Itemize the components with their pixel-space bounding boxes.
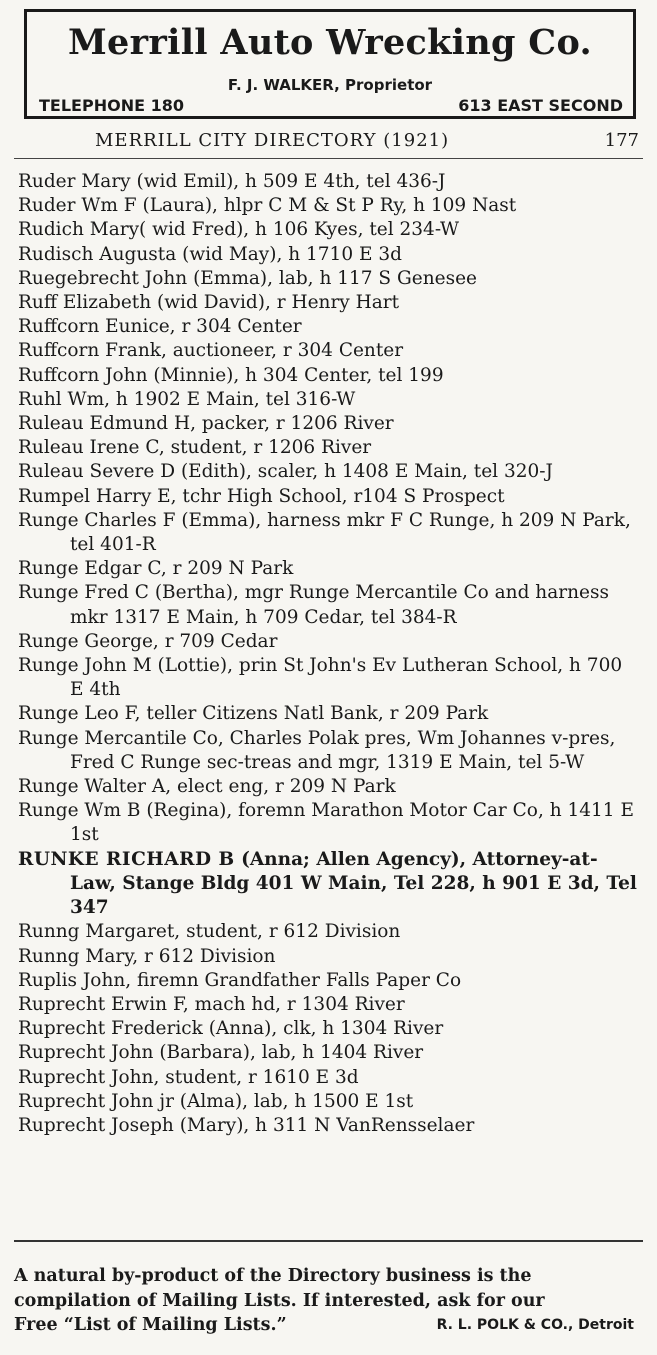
- directory-entry: Runge Mercantile Co, Charles Polak pres, Wm Johannes v-pres, Fred C Runge sec-treas and mgr, 1319 E Main, tel 5-W: [18, 727, 616, 773]
- directory-entry: Rudich Mary( wid Fred), h 106 Kyes, tel 234-W: [18, 219, 460, 241]
- footer-line-2: compilation of Mailing Lists. If interested, ask for our: [14, 1290, 545, 1311]
- featured-entry-name: RUNKE RICHARD B: [18, 848, 235, 870]
- page-number: 177: [604, 130, 639, 151]
- ad-proprietor: F. J. WALKER, Proprietor: [227, 76, 433, 94]
- directory-entry: Ruder Mary (wid Emil), h 509 E 4th, tel 436-J: [18, 171, 446, 192]
- footer-divider: [14, 1240, 643, 1242]
- directory-entry: Ruffcorn Frank, auctioneer, r 304 Center: [18, 340, 404, 362]
- directory-entry: Runge John M (Lottie), prin St John's Ev Lutheran School, h 700 E 4th: [18, 655, 623, 701]
- directory-entry: Runng Margaret, student, r 612 Division: [18, 921, 401, 943]
- directory-entry: Ruffcorn Eunice, r 304 Center: [18, 316, 302, 338]
- footer-line-3: [14, 1313, 634, 1338]
- directory-entry: Rudisch Augusta (wid May), h 1710 E 3d: [18, 243, 402, 265]
- directory-entries: [18, 170, 640, 1138]
- directory-entry: Ruprecht John, student, r 1610 E 3d: [18, 1066, 359, 1088]
- featured-entry-details: (Anna; Allen Agency), Attorney-at-Law, Stange Bldg 401 W Main, Tel 228, h 901 E 3d, Tel 347: [70, 848, 637, 919]
- header-divider: [14, 158, 643, 159]
- directory-entry: Runge Charles F (Emma), harness mkr F C Runge, h 209 N Park, tel 401-R: [18, 509, 631, 556]
- directory-entry: Ruff Elizabeth (wid David), r Henry Hart: [18, 292, 400, 314]
- directory-entry: Runge Fred C (Bertha), mgr Runge Mercantile Co and harness mkr 1317 E Main, h 709 Cedar, tel 384-R: [18, 582, 609, 628]
- directory-entry: Ruffcorn John (Minnie), h 304 Center, tel 199: [18, 364, 444, 386]
- directory-entry: Runge Edgar C, r 209 N Park: [18, 558, 294, 580]
- directory-entry: Ruhl Wm, h 1902 E Main, tel 316-W: [18, 388, 356, 410]
- directory-entry: Ruprecht Erwin F, mach hd, r 1304 River: [18, 993, 405, 1015]
- directory-entry: Ruprecht John (Barbara), lab, h 1404 River: [18, 1042, 424, 1064]
- ad-address: 613 EAST SECOND: [458, 96, 623, 115]
- directory-entry: Runge Walter A, elect eng, r 209 N Park: [18, 776, 396, 798]
- directory-entry: Ruder Wm F (Laura), hlpr C M & St P Ry, h 109 Nast: [18, 195, 517, 217]
- directory-entry-featured: [18, 848, 640, 921]
- directory-entry: Ruleau Severe D (Edith), scaler, h 1408 E Main, tel 320-J: [18, 461, 553, 483]
- directory-entry: Ruprecht Joseph (Mary), h 311 N VanRensselaer: [18, 1114, 475, 1136]
- directory-entry: Runng Mary, r 612 Division: [18, 945, 276, 967]
- directory-entry: Ruplis John, firemn Grandfather Falls Paper Co: [18, 969, 462, 991]
- footer-notice: [14, 1264, 634, 1338]
- directory-entry: Runge George, r 709 Cedar: [18, 630, 278, 652]
- directory-entry: Ruleau Edmund H, packer, r 1206 River: [18, 413, 394, 435]
- advertisement-box: [24, 9, 636, 119]
- directory-entry: Runge Wm B (Regina), foremn Marathon Motor Car Co, h 1411 E 1st: [18, 800, 634, 846]
- ad-company-name: Merrill Auto Wrecking Co.: [68, 22, 592, 63]
- ad-telephone: TELEPHONE 180: [39, 96, 184, 115]
- running-head: MERRILL CITY DIRECTORY (1921): [95, 130, 450, 151]
- directory-entry: Runge Leo F, teller Citizens Natl Bank, r 209 Park: [18, 703, 489, 725]
- directory-entry: Ruprecht John jr (Alma), lab, h 1500 E 1st: [18, 1090, 414, 1112]
- directory-entry: Ruprecht Frederick (Anna), clk, h 1304 River: [18, 1018, 444, 1040]
- footer-line-1: A natural by-product of the Directory business is the: [14, 1266, 532, 1286]
- directory-entry: Ruleau Irene C, student, r 1206 River: [18, 437, 372, 459]
- footer-publisher: R. L. POLK & CO., Detroit: [436, 1317, 634, 1333]
- directory-entry: Ruegebrecht John (Emma), lab, h 117 S Genesee: [18, 267, 477, 289]
- footer-line-3-text: Free “List of Mailing Lists.”: [14, 1315, 287, 1335]
- directory-entry: Rumpel Harry E, tchr High School, r104 S Prospect: [18, 485, 505, 507]
